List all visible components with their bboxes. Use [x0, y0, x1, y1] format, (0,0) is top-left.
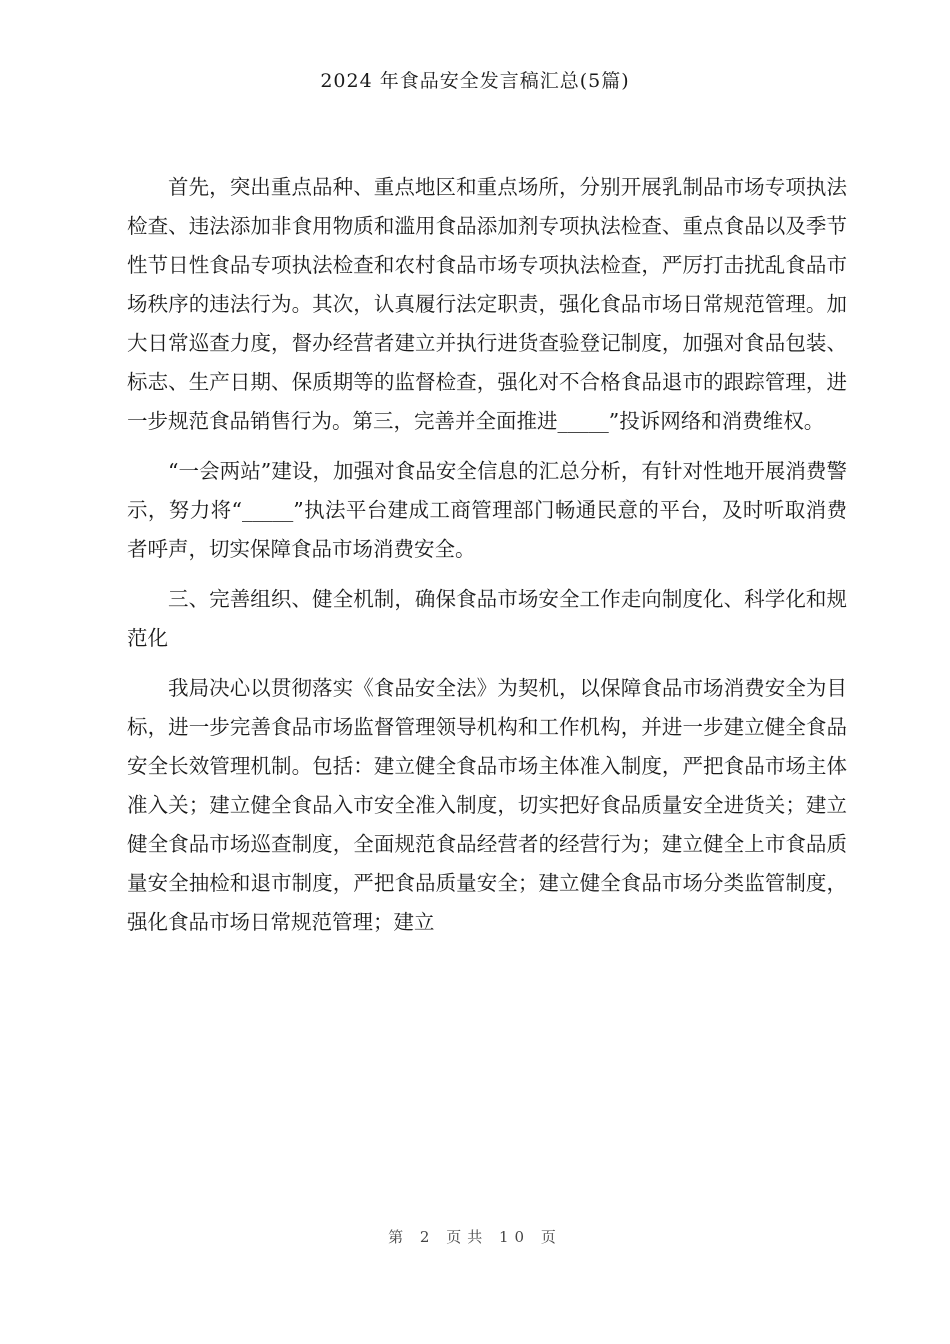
paragraph-1: 首先，突出重点品种、重点地区和重点场所，分别开展乳制品市场专项执法检查、违法添加非食用物质和滥用食品添加剂专项执法检查、重点食品以及季节性节日性食品专项执法检查和农村食品市场专项执法检查，严厉打击扰乱食品市场秩序的违法行为。其次，认真履行法定职责，强化食品市场日常规范管理。加大日常巡查力度，督办经营者建立并执行进货查验登记制度，加强对食品包装、标志、生产日期、保质期等的监督检查，强化对不合格食品退市的跟踪管理，进一步规范食品销售行为。第三，完善并全面推进_____”投诉网络和消费维权。	[127, 175, 847, 433]
paragraph-4: 我局决心以贯彻落实《食品安全法》为契机，以保障食品市场消费安全为目标，进一步完善食品市场监督管理领导机构和工作机构，并进一步建立健全食品安全长效管理机制。包括：建立健全食品市场主体准入制度，严把食品市场主体准入关；建立健全食品入市安全准入制度，切实把好食品质量安全进货关；建立健全食品市场巡查制度，全面规范食品经营者的经营行为；建立健全上市食品质量安全抽检和退市制度，严把食品质量安全；建立健全食品市场分类监管制度，强化食品市场日常规范管理；建立	[127, 676, 847, 934]
page-footer: 第 2 页共 10 页	[388, 1228, 562, 1246]
section-heading: 三、完善组织、健全机制，确保食品市场安全工作走向制度化、科学化和规范化	[127, 587, 847, 650]
document-body	[127, 168, 847, 953]
document-title: 2024 年食品安全发言稿汇总(5篇)	[320, 70, 630, 92]
paragraph-2: “一会两站”建设，加强对食品安全信息的汇总分析，有针对性地开展消费警示，努力将“_____”执法平台建成工商管理部门畅通民意的平台，及时听取消费者呼声，切实保障食品市场消费安全。	[127, 459, 847, 561]
